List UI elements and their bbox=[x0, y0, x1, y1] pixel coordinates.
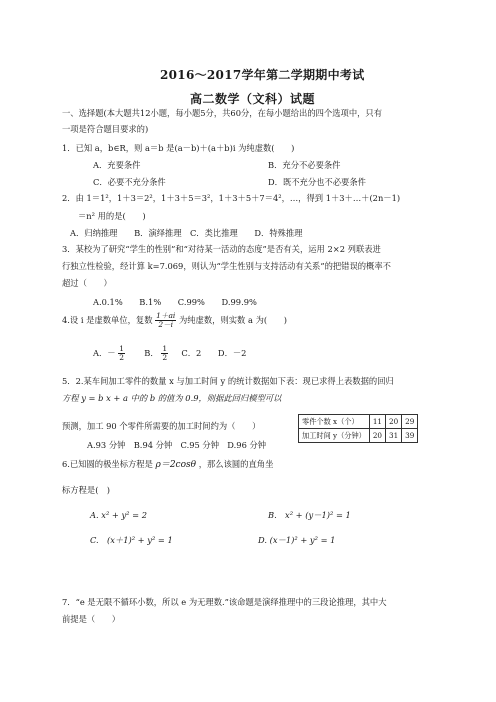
q3-line2: 行独立性检验，经计算 k=7.069，则认为“学生性别与支持活动有关系”的把错误的概率不 bbox=[62, 261, 391, 271]
table-cell: 11 bbox=[369, 415, 385, 429]
q4-fraction bbox=[155, 312, 176, 329]
q2-stem-line2: ＝n² 用的是( ) bbox=[78, 211, 146, 221]
q4-option-b-den: 2 bbox=[162, 353, 168, 362]
table-cell: 29 bbox=[402, 415, 418, 429]
q5-line1: 5．2.某车间加工零件的数量 x 与加工时间 y 的统计数据如下表：现已求得上表数据的回归 bbox=[62, 376, 394, 386]
q4-options bbox=[93, 344, 246, 362]
q4-option-b-fraction bbox=[161, 345, 168, 362]
q6-line1 bbox=[62, 459, 273, 471]
section-heading-line1: 一、选择题(本大题共12小题，每小题5分，共60分，在每小题给出的四个选项中，只有 bbox=[62, 108, 383, 118]
q3-line1: 3．某校为了研究“学生的性别”和“对待某一活动的态度”是否有关，运用 2×2 列联表进 bbox=[62, 244, 381, 254]
q5-line2: 方程 y = b x + a 中的 b 的值为 0.9，则据此回归模型可以 bbox=[62, 393, 282, 403]
exam-title: 2016～2017学年第二学期期中考试 bbox=[160, 68, 365, 82]
q4-prefix: 4.设 i 是虚数单位，复数 bbox=[62, 315, 153, 325]
q5-data-table bbox=[298, 414, 418, 443]
q1-option-a: A．充要条件 bbox=[93, 160, 141, 170]
table-row bbox=[299, 415, 418, 429]
q4-option-a-den: 2 bbox=[119, 353, 125, 362]
q4-fraction-numerator: 1＋ai bbox=[156, 311, 176, 320]
q4-option-a-num: 1 bbox=[119, 344, 125, 353]
q6-line2: 标方程是( ) bbox=[62, 485, 110, 495]
q6-option-a: A. x² + y² = 2 bbox=[90, 510, 148, 520]
q4-option-b-prefix: B． bbox=[144, 348, 159, 358]
q3-options: A.0.1% B.1% C.99% D.99.9% bbox=[93, 297, 257, 307]
q5-options: A.93 分钟 B.94 分钟 C.95 分钟 D.96 分钟 bbox=[87, 440, 267, 450]
table-cell: 20 bbox=[386, 415, 402, 429]
q7-line2: 前提是（ ） bbox=[62, 614, 121, 624]
q6-equation: ρ＝2cosθ bbox=[155, 460, 197, 470]
q2-options: A．归纳推理 B．演绎推理 C．类比推理 D．特殊推理 bbox=[70, 228, 303, 238]
q7-line1: 7．“e 是无限不循环小数，所以 e 为无理数.”该命题是演绎推理中的三段论推理，其中大 bbox=[62, 597, 387, 607]
q1-option-b: B．充分不必要条件 bbox=[268, 160, 341, 170]
table-row-label: 加工时间 y（分钟） bbox=[299, 429, 370, 443]
q4-stem bbox=[62, 311, 287, 329]
table-cell: 31 bbox=[386, 429, 402, 443]
q6-prefix: 6.已知圆的极坐标方程是 bbox=[62, 459, 153, 469]
table-cell: 20 bbox=[369, 429, 385, 443]
table-row bbox=[299, 429, 418, 443]
q6-suffix: ，那么该圆的直角坐 bbox=[198, 459, 274, 469]
q3-line3: 超过（ ） bbox=[62, 278, 112, 288]
q6-option-c: C. (x＋1)² + y² = 1 bbox=[90, 535, 173, 545]
q4-option-cd: C．2 D．－2 bbox=[181, 348, 247, 358]
q5-line3: 预测，加工 90 个零件所需要的加工时间约为（ ） bbox=[62, 421, 261, 431]
q1-option-c: C．必要不充分条件 bbox=[93, 177, 166, 187]
q2-stem-line1: 2．由 1＝1²，1＋3＝2²，1＋3＋5＝3²，1＋3＋5＋7＝4²，…，得到 1＋3＋…＋(2n－1) bbox=[62, 193, 401, 203]
exam-subtitle: 高二数学（文科）试题 bbox=[190, 92, 316, 106]
q1-stem: 1．已知 a，b∈R，则 a＝b 是(a－b)＋(a＋b)i 为纯虚数( ) bbox=[62, 143, 295, 153]
q4-option-a-prefix: A．－ bbox=[93, 348, 116, 358]
q4-option-b-num: 1 bbox=[162, 344, 168, 353]
q6-option-b: B. x² + (y－1)² = 1 bbox=[268, 510, 351, 520]
table-cell: 39 bbox=[402, 429, 418, 443]
section-heading-line2: 一项是符合题目要求的) bbox=[62, 124, 149, 134]
q4-suffix: 为纯虚数，则实数 a 为( ) bbox=[178, 315, 287, 325]
q6-option-d: D. (x－1)² + y² = 1 bbox=[258, 535, 336, 545]
q4-fraction-denominator: 2－i bbox=[158, 320, 174, 329]
q4-option-a-fraction bbox=[118, 345, 125, 362]
table-row-label: 零件个数 x（个） bbox=[299, 415, 370, 429]
q1-option-d: D．既不充分也不必要条件 bbox=[268, 177, 366, 187]
